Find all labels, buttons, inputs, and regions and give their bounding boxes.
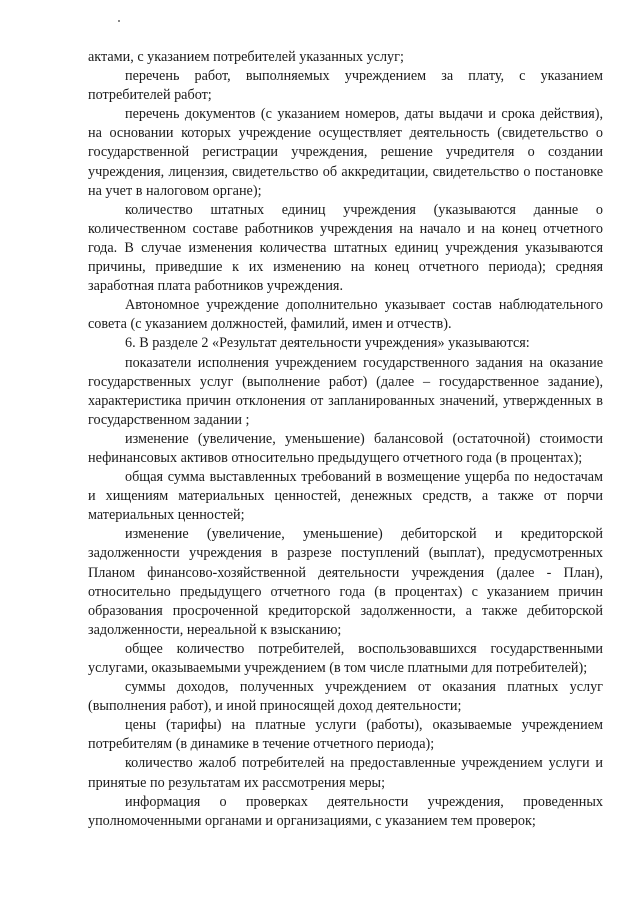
scan-mark	[118, 20, 120, 22]
paragraph-receivables-payables: изменение (увеличение, уменьшение) дебиторской и кредиторской задолженности учреждения в разрезе поступлений (выплат), предусмотренных Планом финансово-хозяйственной деятельности учреждения (далее - План), относительно предыдущего отчетного года (в процентах) с указанием причин образования просроченной кредиторской задолженности, а также дебиторской задолженности, нереальной к взысканию;	[88, 526, 603, 638]
paragraph-inspections: информация о проверках деятельности учреждения, проведенных уполномоченными органами и организациями, с указанием тем проверок;	[88, 793, 603, 829]
paragraph-consumers-continuation: актами, с указанием потребителей указанных услуг;	[88, 49, 404, 65]
paragraph-documents-list: перечень документов (с указанием номеров, даты выдачи и срока действия), на основании которых учреждение осуществляет деятельность (свидетельство о государственной регистрации учреждения, решение учредителя о создании учреждения, лицензия, свидетельство об аккредитации, свидетельство о постановке на учет в налоговом органе);	[88, 106, 603, 199]
paragraph-state-assignment: показатели исполнения учреждением государственного задания на оказание государственных услуг (выполнение работ) (далее – государственное задание), характеристика причин отклонения от запланированных значений, утвержденных в государственном задании ;	[88, 354, 603, 428]
document-body	[88, 48, 603, 831]
paragraph-supervisory-board: Автономное учреждение дополнительно указывает состав наблюдательного совета (с указанием должностей, фамилий, имен и отчеств).	[88, 297, 603, 333]
paragraph-staff-count: количество штатных единиц учреждения (указываются данные о количественном составе работников учреждения на начало и на конец отчетного года. В случае изменения количества штатных единиц учреждения указываются причины, приведшие к их изменению на конец отчетного периода); средняя заработная плата работников учреждения.	[88, 201, 603, 295]
paragraph-damage-claims: общая сумма выставленных требований в возмещение ущерба по недостачам и хищениям материальных ценностей, денежных средств, а также от порчи материальных ценностей;	[88, 469, 603, 524]
paragraph-income: суммы доходов, полученных учреждением от оказания платных услуг (выполнения работ), и иной приносящей доход деятельности;	[88, 679, 603, 715]
paragraph-consumer-count: общее количество потребителей, воспользовавшихся государственными услугами, оказываемыми учреждением (в том числе платными для потребителей);	[88, 640, 603, 676]
paragraph-complaints: количество жалоб потребителей на предоставленные учреждением услуги и принятые по результатам их рассмотрения меры;	[88, 755, 603, 791]
paragraph-section-2-heading: 6. В разделе 2 «Результат деятельности учреждения» указываются:	[125, 335, 530, 352]
paragraph-prices: цены (тарифы) на платные услуги (работы), оказываемые учреждением потребителям (в динамике в течение отчетного периода);	[88, 717, 603, 753]
paragraph-balance-value-change: изменение (увеличение, уменьшение) балансовой (остаточной) стоимости нефинансовых активов относительно предыдущего отчетного года (в процентах);	[88, 430, 603, 466]
paragraph-paid-works-list: перечень работ, выполняемых учреждением за плату, с указанием потребителей работ;	[88, 68, 603, 104]
